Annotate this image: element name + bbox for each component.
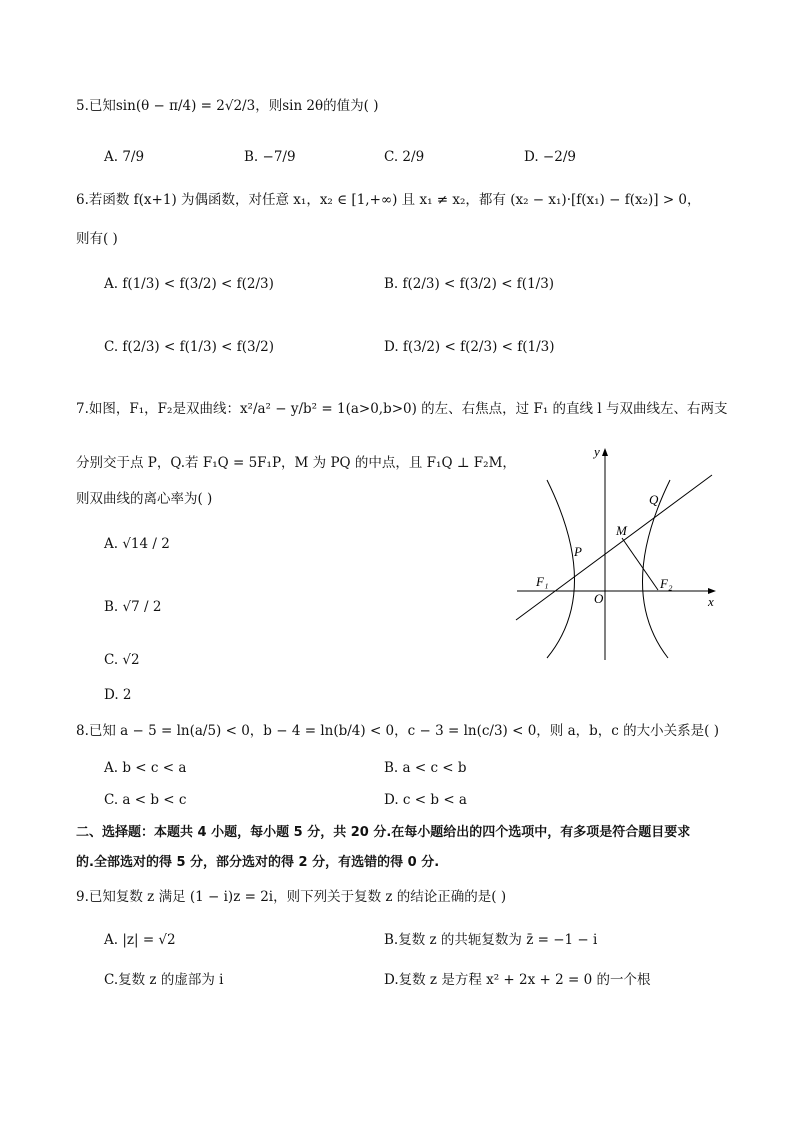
q9-option-b: B.复数 z 的共轭复数为 z̄ = −1 − i bbox=[384, 932, 598, 948]
q6-option-b: B. f(2/3) < f(3/2) < f(1/3) bbox=[384, 276, 555, 292]
label-o: O bbox=[594, 591, 604, 606]
q7-option-d: D. 2 bbox=[104, 687, 132, 703]
q9-option-c: C.复数 z 的虚部为 i bbox=[104, 972, 224, 988]
q7-option-b: B. √7 / 2 bbox=[104, 599, 162, 615]
segment-f2m bbox=[622, 538, 658, 590]
q5-option-d: D. −2/9 bbox=[524, 149, 576, 165]
q6-stem: 6.若函数 f(x+1) 为偶函数，对任意 x₁，x₂ ∈ [1,+∞) 且 x₁ ≠ x₂，都有 (x₂ − x₁)·[f(x₁) − f(x₂)] > 0， bbox=[76, 192, 701, 208]
q8-option-c: C. a < b < c bbox=[104, 792, 187, 808]
q9-option-a: A. |z| = √2 bbox=[104, 932, 176, 948]
q6-stem-cont: 则有( ) bbox=[76, 231, 118, 247]
label-y: y bbox=[594, 444, 600, 459]
label-f1: F₁ bbox=[536, 574, 549, 589]
label-x: x bbox=[708, 594, 714, 609]
line-l bbox=[516, 475, 712, 620]
q6-option-c: C. f(2/3) < f(1/3) < f(3/2) bbox=[104, 339, 274, 355]
q6-option-a: A. f(1/3) < f(3/2) < f(2/3) bbox=[104, 276, 274, 292]
hyperbola-figure bbox=[512, 440, 722, 662]
q5-stem: 5.已知sin(θ − π/4) = 2√2/3，则sin 2θ的值为( ) bbox=[76, 98, 379, 114]
q9-stem: 9.已知复数 z 满足 (1 − i)z = 2i，则下列关于复数 z 的结论正确的是( ) bbox=[76, 889, 507, 905]
q5-option-b: B. −7/9 bbox=[244, 149, 296, 165]
q8-option-b: B. a < c < b bbox=[384, 760, 467, 776]
y-axis-arrow bbox=[602, 448, 608, 456]
q7-stem: 7.如图，F₁，F₂是双曲线：x²/a² − y/b² = 1(a>0,b>0) 的左、右焦点，过 F₁ 的直线 l 与双曲线左、右两支 bbox=[76, 401, 728, 417]
q7-stem-question: 则双曲线的离心率为( ) bbox=[76, 491, 213, 507]
left-branch bbox=[547, 480, 575, 658]
label-p: P bbox=[574, 544, 582, 559]
q6-option-d: D. f(3/2) < f(2/3) < f(1/3) bbox=[384, 339, 555, 355]
q8-option-a: A. b < c < a bbox=[104, 760, 187, 776]
q5-option-c: C. 2/9 bbox=[384, 149, 425, 165]
q7-option-a: A. √14 / 2 bbox=[104, 536, 170, 552]
section2-line1: 二、选择题：本题共 4 小题，每小题 5 分，共 20 分.在每小题给出的四个选项中，有多项是符合题目要求 bbox=[76, 825, 691, 840]
q8-option-d: D. c < b < a bbox=[384, 792, 467, 808]
label-f2: F₂ bbox=[660, 576, 673, 591]
q9-option-d: D.复数 z 是方程 x² + 2x + 2 = 0 的一个根 bbox=[384, 972, 651, 988]
section2-line2: 的.全部选对的得 5 分，部分选对的得 2 分，有选错的得 0 分. bbox=[76, 855, 440, 870]
q7-stem-cont: 分别交于点 P，Q.若 F₁Q = 5F₁P，M 为 PQ 的中点，且 F₁Q ⊥ F₂M， bbox=[76, 455, 516, 471]
q5-option-a: A. 7/9 bbox=[104, 149, 145, 165]
q7-option-c: C. √2 bbox=[104, 652, 140, 668]
q8-stem: 8.已知 a − 5 = ln(a/5) < 0，b − 4 = ln(b/4) < 0，c − 3 = ln(c/3) < 0，则 a，b，c 的大小关系是( ) bbox=[76, 723, 719, 739]
label-q: Q bbox=[649, 492, 659, 507]
label-m: M bbox=[616, 523, 627, 538]
